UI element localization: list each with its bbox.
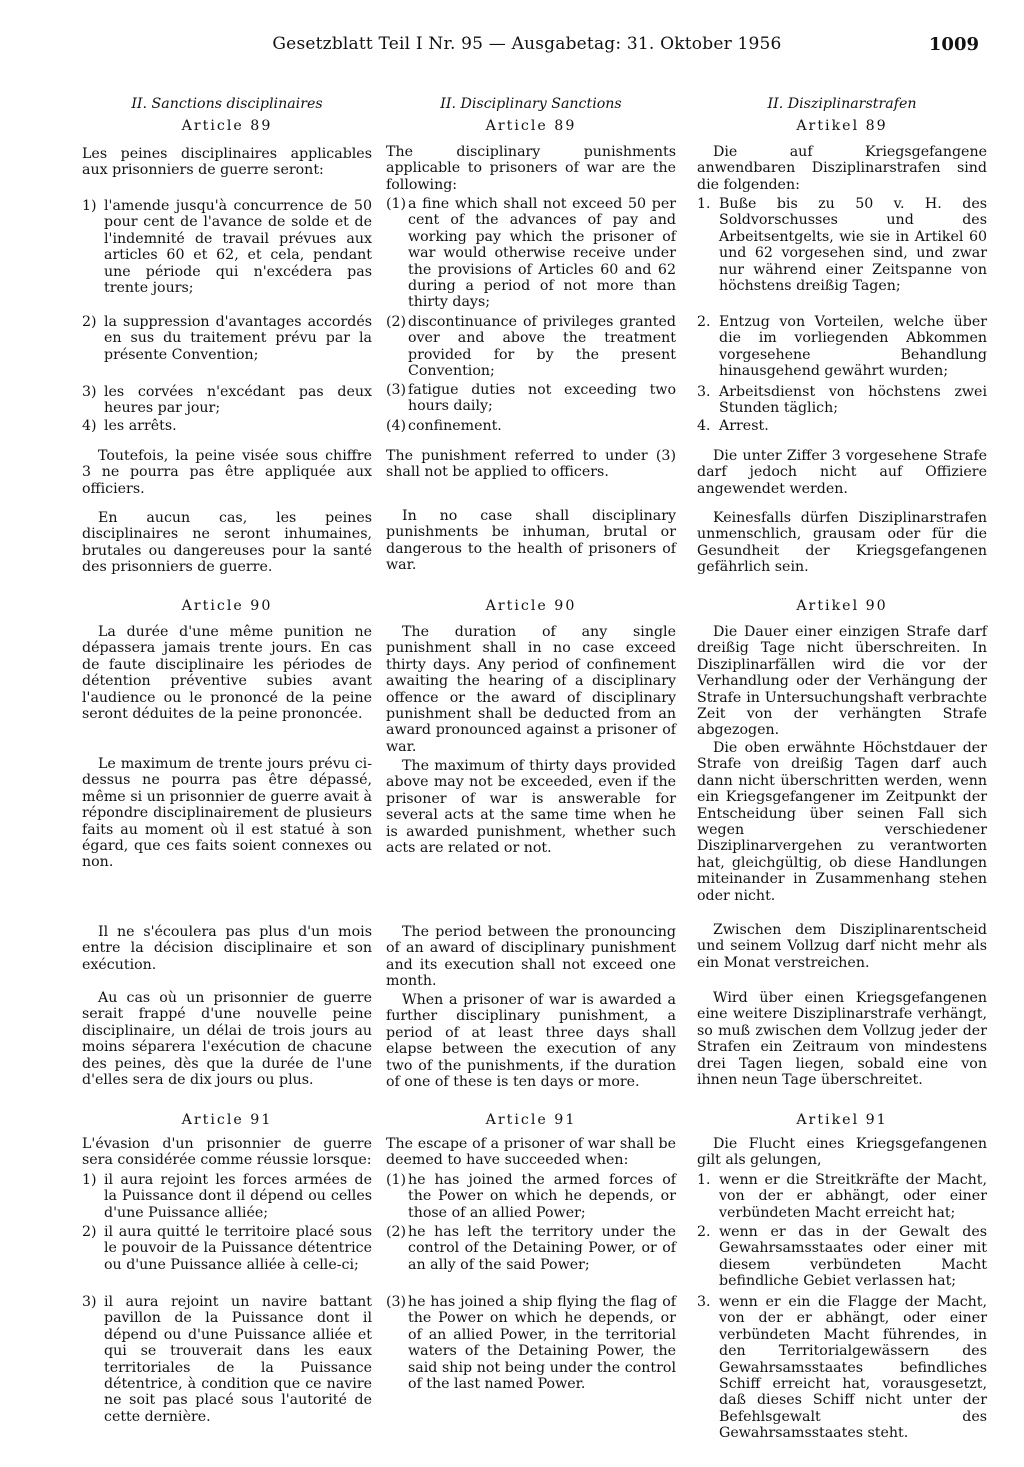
list-item: 1) l'amende jusqu'à concurrence de 50 pour cent de l'avance de solde et de l'indemnité de travail prévues aux articles 60 et 62, et cela, pendant une période qui n'excédera pas trente jours; (82, 198, 372, 297)
paragraph: When a prisoner of war is awarded a further disciplinary punishment, a period of at least three days shall elapse between the execution of any two of the punishments, if the duration of one of these is ten days or more. (386, 992, 676, 1091)
list-item: (1) he has joined the armed forces of the Power on which he depends, or those of an allied Power; (386, 1172, 676, 1221)
article-91-intro: Die Flucht eines Kriegsgefangenen gilt als gelungen, (697, 1136, 987, 1169)
list-item: (2) he has left the territory under the control of the Detaining Power, or of an ally of the said Power; (386, 1224, 676, 1273)
list-item: (4) confinement. (386, 418, 502, 434)
article-89-title: Artikel 89 (796, 118, 888, 134)
list-item: 1. Buße bis zu 50 v. H. des Soldvorschusses und des Arbeitsentgelts, wie sie in Artikel 60 und 62 vorgesehen sind, und zwar nur während einer Zeitspanne von höchstens dreißig Tagen; (697, 196, 987, 295)
section-heading: II. Disziplinarstrafen (767, 96, 917, 112)
article-90-title: Article 90 (181, 598, 273, 614)
paragraph: Keinesfalls dürfen Disziplinarstrafen unmenschlich, grausam oder für die Gesundheit der Kriegsgefangenen gefährlich sein. (697, 510, 987, 576)
paragraph: Au cas où un prisonnier de guerre serait frappé d'une nouvelle peine disciplinaire, un délai de trois jours au moins séparera l'exécution de chacune des peines, dès que la durée de l'une d'elles sera de dix jours ou plus. (82, 990, 372, 1089)
section-heading: II. Disciplinary Sanctions (440, 96, 622, 112)
list-item: 3. wenn er ein die Flagge der Macht, von der er abhängt, oder einer verbündeten Macht führendes, in den Territorialgewässern des Gewahrsamsstaates befindliches Schiff erreicht hat, vorausgesetzt, daß dieses Schiff nicht unter der Befehlsgewalt des Gewahrsamsstaates steht. (697, 1294, 987, 1442)
paragraph: En aucun cas, les peines disciplinaires ne seront inhumaines, brutales ou dangereuses pour la santé des prisonniers de guerre. (82, 510, 372, 576)
paragraph: The maximum of thirty days provided above may not be exceeded, even if the prisoner of war is answerable for several acts at the same time when he is awarded punishment, whether such acts are related or not. (386, 758, 676, 857)
article-90-title: Article 90 (485, 598, 577, 614)
list-item: 3) les corvées n'excédant pas deux heures par jour; (82, 384, 372, 417)
paragraph: Il ne s'écoulera pas plus d'un mois entre la décision disciplinaire et son exécution. (82, 924, 372, 973)
list-item: 3. Arbeitsdienst von höchstens zwei Stunden täglich; (697, 384, 987, 417)
list-item: (1) a fine which shall not exceed 50 per cent of the advances of pay and working pay which the prisoner of war would otherwise receive under the provisions of Articles 60 and 62 during a period of not more than thirty days; (386, 196, 676, 311)
paragraph: Die unter Ziffer 3 vorgesehene Strafe darf jedoch nicht auf Offiziere angewendet werden. (697, 448, 987, 497)
paragraph: The punishment referred to under (3) shall not be applied to officers. (386, 448, 676, 481)
list-item: 1) il aura rejoint les forces armées de la Puissance dont il dépend ou celles d'une Puissance alliée; (82, 1172, 372, 1221)
article-89-intro: Die auf Kriegsgefangene anwendbaren Disziplinarstrafen sind die folgenden: (697, 144, 987, 193)
list-item: (3) fatigue duties not exceeding two hours daily; (386, 382, 676, 415)
article-89-title: Article 89 (485, 118, 577, 134)
list-item: 2) il aura quitté le territoire placé sous le pouvoir de la Puissance détentrice ou d'une Puissance alliée à celle-ci; (82, 1224, 372, 1273)
article-91-title: Artikel 91 (796, 1112, 888, 1128)
article-91-title: Article 91 (181, 1112, 273, 1128)
list-item: (2) discontinuance of privileges granted over and above the treatment provided for by the present Convention; (386, 314, 676, 380)
list-item: 4) les arrêts. (82, 418, 177, 434)
article-91-title: Article 91 (485, 1112, 577, 1128)
section-heading: II. Sanctions disciplinaires (131, 96, 323, 112)
list-item: 4. Arrest. (697, 418, 769, 434)
paragraph: Wird über einen Kriegsgefangenen eine weitere Disziplinarstrafe verhängt, so muß zwischen dem Vollzug jeder der Strafen ein Zeitraum von mindestens drei Tagen liegen, sobald eine von ihnen neun Tage überschreitet. (697, 990, 987, 1089)
paragraph: In no case shall disciplinary punishments be inhuman, brutal or dangerous to the health of prisoners of war. (386, 508, 676, 574)
paragraph: The period between the pronouncing of an award of disciplinary punishment and its execution shall not exceed one month. (386, 924, 676, 990)
paragraph: Toutefois, la peine visée sous chiffre 3 ne pourra pas être appliquée aux officiers. (82, 448, 372, 497)
paragraph: Zwischen dem Disziplinarentscheid und seinem Vollzug darf nicht mehr als ein Monat verstreichen. (697, 922, 987, 971)
list-item: (3) he has joined a ship flying the flag of the Power on which he depends, or of an allied Power, in the territorial waters of the Detaining Power, the said ship not being under the control of the last named Power. (386, 1294, 676, 1393)
list-item: 1. wenn er die Streitkräfte der Macht, von der er abhängt, oder einer verbündeten Macht erreicht hat; (697, 1172, 987, 1221)
page-number: 1009 (928, 34, 979, 55)
page-header (75, 34, 979, 56)
list-item: 2. Entzug von Vorteilen, welche über die im vorliegenden Abkommen vorgesehene Behandlung hinausgehend gewährt wurden; (697, 314, 987, 380)
list-item: 2) la suppression d'avantages accordés en sus du traitement prévu par la présente Convention; (82, 314, 372, 363)
paragraph: The duration of any single punishment shall in no case exceed thirty days. Any period of confinement awaiting the hearing of a disciplinary offence or the award of disciplinary punishment shall be deducted from an award pronounced against a prisoner of war. (386, 624, 676, 755)
paragraph: Die Dauer einer einzigen Strafe darf dreißig Tage nicht überschreiten. In Disziplinarfällen wird die vor der Verhandlung oder der Verhängung der Strafe in Untersuchungshaft verbrachte Zeit von der verhängten Strafe abgezogen. (697, 624, 987, 739)
list-item: 2. wenn er das in der Gewalt des Gewahrsamsstaates oder einer mit diesem verbündeten Macht befindliche Gebiet verlassen hat; (697, 1224, 987, 1290)
article-89-title: Article 89 (181, 118, 273, 134)
paragraph: La durée d'une même punition ne dépassera jamais trente jours. En cas de faute disciplinaire les périodes de détention préventive subies avant l'audience ou le prononcé de la peine seront déduites de la peine prononcée. (82, 624, 372, 723)
paragraph: Die oben erwähnte Höchstdauer der Strafe von dreißig Tagen darf auch dann nicht überschritten werden, wenn ein Kriegsgefangener im Zeitpunkt der Entscheidung über seinen Fall sich wegen verschiedener Disziplinarvergehen zu verantworten hat, gleichgültig, ob diese Handlungen miteinander in Zusammenhang stehen oder nicht. (697, 740, 987, 904)
article-91-intro: L'évasion d'un prisonnier de guerre sera considérée comme réussie lorsque: (82, 1136, 372, 1169)
paragraph: Le maximum de trente jours prévu ci-dessus ne pourra pas être dépassé, même si un prisonnier de guerre avait à répondre disciplinairement de plusieurs faits au moment où il est statué à son égard, que ces faits soient connexes ou non. (82, 756, 372, 871)
gazette-title: Gesetzblatt Teil I Nr. 95 — Ausgabetag: 31. Oktober 1956 (272, 34, 782, 54)
article-89-intro: Les peines disciplinaires applicables aux prisonniers de guerre seront: (82, 146, 372, 179)
article-89-intro: The disciplinary punishments applicable to prisoners of war are the following: (386, 144, 676, 193)
article-91-intro: The escape of a prisoner of war shall be deemed to have succeeded when: (386, 1136, 676, 1169)
list-item: 3) il aura rejoint un navire battant pavillon de la Puissance dont il dépend ou d'une Puissance alliée et qui se trouverait dans les eaux territoriales de la Puissance détentrice, à condition que ce navire ne soit pas placé sous l'autorité de cette dernière. (82, 1294, 372, 1425)
article-90-title: Artikel 90 (796, 598, 888, 614)
